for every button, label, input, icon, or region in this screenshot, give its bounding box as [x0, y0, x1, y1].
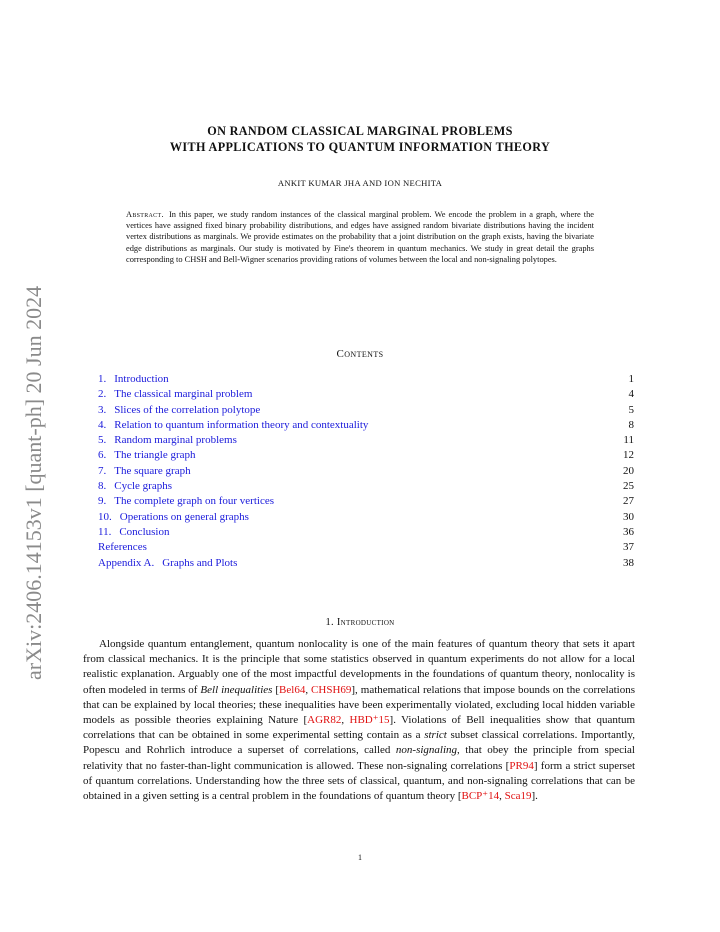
section-number: 1. — [325, 617, 334, 628]
toc-entry[interactable] — [98, 464, 634, 479]
intro-text: , — [305, 683, 312, 696]
toc-entry-title: Slices of the correlation polytope — [114, 403, 261, 416]
toc-entry-link[interactable] — [98, 494, 274, 509]
title-line-1: ON RANDOM CLASSICAL MARGINAL PROBLEMS — [207, 124, 513, 138]
intro-text: ]. — [531, 790, 538, 803]
intro-text: ] form a strict superset of quantum correlations. Understanding how the three sets of classical, quantum, and non-signaling correlations that can be obtained in a given setting is a central problem in the foundations of quantum theory [ — [83, 759, 636, 803]
toc-entry-title: The triangle graph — [114, 449, 196, 462]
toc-entry-page: 25 — [623, 480, 634, 493]
intro-text: , — [499, 790, 505, 803]
toc-entry-page: 12 — [623, 449, 634, 462]
toc-entry-title: Relation to quantum information theory and contextuality — [114, 418, 369, 431]
toc-entry-number: 3. — [98, 403, 107, 416]
toc-entry-page: 11 — [623, 434, 634, 447]
toc-entry-link[interactable] — [98, 372, 169, 387]
toc-entry-number: 1. — [98, 373, 107, 385]
title-line-2: WITH APPLICATIONS TO QUANTUM INFORMATION THEORY — [169, 140, 551, 154]
toc-entry-title: The square graph — [114, 464, 191, 477]
toc-entry-page: 30 — [623, 510, 634, 523]
toc-entry-link[interactable] — [98, 510, 249, 525]
toc-entry-number: 6. — [98, 449, 107, 462]
abstract-heading: Abstract. — [126, 210, 164, 219]
toc-entry[interactable] — [98, 525, 634, 540]
intro-text: subset classical correlations. Importantly, Popescu and Rohrlich introduce a superset of correlations, called — [83, 729, 635, 757]
toc-entry-link[interactable] — [98, 448, 196, 463]
toc-entry-page: 20 — [623, 464, 634, 477]
authors: ANKIT KUMAR JHA AND ION NECHITA — [277, 178, 443, 188]
toc-entry-page: 1 — [628, 373, 634, 385]
toc-entry-number: 10. — [98, 510, 112, 523]
toc-entry[interactable] — [98, 510, 634, 525]
page-number: 1 — [358, 853, 362, 862]
contents-heading: Contents — [336, 348, 384, 360]
toc-entry[interactable] — [98, 540, 634, 555]
toc-entry-page: 8 — [628, 418, 634, 431]
citation-link[interactable]: PR94 — [509, 759, 534, 772]
toc-entry-number: 5. — [98, 434, 107, 447]
toc-entry-page: 38 — [623, 556, 634, 569]
citation-link[interactable]: HBD⁺15 — [349, 714, 390, 727]
citation-link[interactable]: Sca19 — [504, 790, 532, 803]
section-heading — [90, 617, 630, 628]
toc-entry-number: Appendix A. — [98, 556, 155, 569]
toc-entry-number: 11. — [98, 525, 112, 538]
toc-entry-page: 36 — [623, 525, 634, 538]
table-of-contents — [98, 372, 634, 571]
toc-entry[interactable] — [98, 448, 634, 463]
toc-entry-link[interactable] — [98, 403, 260, 418]
citation-link[interactable]: AGR82 — [307, 714, 342, 727]
toc-entry-number: 2. — [98, 388, 107, 401]
toc-entry[interactable] — [98, 403, 634, 418]
toc-entry-title: Conclusion — [119, 525, 170, 538]
toc-entry-title: Cycle graphs — [114, 480, 172, 493]
toc-entry-link[interactable] — [98, 525, 169, 540]
toc-entry-title: The classical marginal problem — [114, 388, 253, 401]
toc-entry-number: 8. — [98, 480, 107, 493]
toc-entry-link[interactable] — [98, 387, 252, 402]
toc-entry[interactable] — [98, 479, 634, 494]
abstract-text: In this paper, we study random instances of the classical marginal problem. We encode the problem in a graph, where the vertices have assigned fixed binary probability distributions, and edges have assigned random bivariate distributions having the incident vertex distributions as marginals. We provide estimates on the probability that a joint distribution on the graph exists, having the bivariate edge distributions as marginals. Our study is motivated by Fine's theorem in quantum mechanics. We study in great detail the graphs corresponding to CHSH and Bell-Wigner scenarios providing rations of volumes between the local and non-signaling polytopes. — [126, 210, 595, 264]
toc-entry[interactable] — [98, 494, 634, 509]
paper-title — [90, 123, 630, 155]
toc-entry-title: Operations on general graphs — [119, 510, 249, 523]
toc-entry-page: 5 — [628, 403, 634, 416]
intro-text: Alongside quantum entanglement, quantum nonlocality is one of the main features of quantum theory that sets it apart from classical mechanics. It is the principle that some statistics observed in quantum experiments do not allow for a local realistic explanation. Arguably one of the most impactful developments in the foundations of quantum theory, nonlocality is often modeled in terms of — [83, 638, 635, 696]
toc-entry[interactable] — [98, 418, 634, 433]
abstract — [126, 209, 594, 265]
intro-text: , — [341, 714, 350, 727]
citation-link[interactable]: Bel64 — [279, 683, 306, 696]
toc-entry-number: 9. — [98, 495, 107, 508]
intro-text: , that obey the principle from special relativity that no faster-than-light communication is allowed. These non-signaling correlations [ — [83, 744, 635, 772]
toc-entry-title: Graphs and Plots — [162, 556, 238, 569]
citation-link[interactable]: BCP⁺14 — [461, 790, 500, 803]
section-title: Introduction — [336, 617, 395, 628]
toc-entry-link[interactable] — [98, 540, 147, 555]
toc-entry[interactable] — [98, 387, 634, 402]
toc-entry-link[interactable] — [98, 464, 191, 479]
arxiv-identifier — [22, 240, 46, 680]
toc-entry-link[interactable] — [98, 556, 237, 571]
toc-entry-number: 4. — [98, 418, 107, 431]
toc-entry-number: 7. — [98, 464, 107, 477]
toc-entry-page: 37 — [623, 541, 634, 554]
toc-entry[interactable] — [98, 372, 634, 387]
intro-text: ], mathematical relations that impose bounds on the correlations that can be explained by local theories; these inequalities have been experimentally violated, excluding local hidden variable models as possible theories explaining Nature [ — [83, 683, 635, 727]
emphasis-strict: strict — [424, 729, 447, 742]
intro-paragraph — [83, 637, 635, 804]
emphasis-non-signaling: non-signaling — [395, 744, 458, 757]
arxiv-identifier-text: arXiv:2406.14153v1 [quant-ph] 20 Jun 2024 — [22, 285, 46, 680]
citation-link[interactable]: CHSH69 — [311, 683, 352, 696]
intro-text: [ — [272, 683, 280, 696]
toc-entry-page: 4 — [628, 388, 634, 401]
toc-entry-link[interactable] — [98, 418, 368, 433]
toc-entry-link[interactable] — [98, 433, 237, 448]
emphasis-bell-inequalities: Bell inequalities — [200, 683, 273, 696]
toc-entry[interactable] — [98, 556, 634, 571]
toc-entry-title: References — [98, 541, 147, 554]
toc-entry-title: Random marginal problems — [114, 434, 237, 447]
toc-entry-title: Introduction — [114, 373, 169, 385]
intro-text: ]. Violations of Bell inequalities show that quantum correlations that can be obtained in some experimental setting contain as a — [83, 714, 635, 742]
toc-entry-link[interactable] — [98, 479, 172, 494]
toc-entry-title: The complete graph on four vertices — [114, 495, 274, 508]
toc-entry-page: 27 — [623, 495, 634, 508]
toc-entry[interactable] — [98, 433, 634, 448]
